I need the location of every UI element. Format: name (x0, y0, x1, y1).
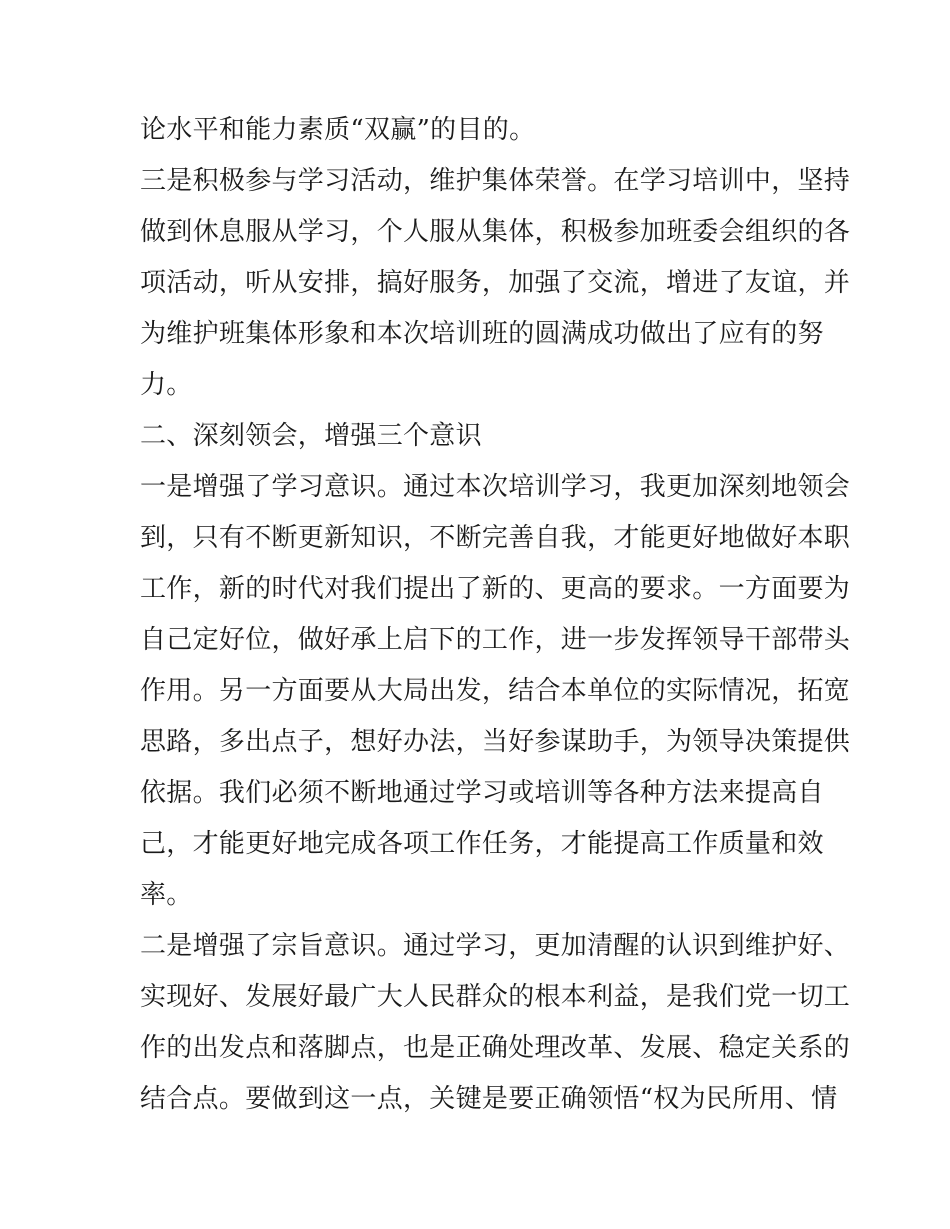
text-line: 结合点。要做到这一点，关键是要正确领悟“权为民所用、情 (140, 1084, 838, 1114)
text-line: 到，只有不断更新知识，不断完善自我，才能更好地做好本职 (140, 523, 851, 553)
text-line: 依据。我们必须不断地通过学习或培训等各种方法来提高自 (140, 778, 824, 808)
section-heading: 二、深刻领会，增强三个意识 (140, 421, 482, 451)
text-line: 力。 (140, 370, 193, 400)
text-line: 率。 (140, 880, 193, 910)
document-body (140, 105, 851, 1125)
text-line: 为维护班集体形象和本次培训班的圆满成功做出了应有的努 (140, 319, 824, 349)
text-line: 作的出发点和落脚点，也是正确处理改革、发展、稳定关系的 (140, 1033, 851, 1063)
text-line: 二是增强了宗旨意识。通过学习，更加清醒的认识到维护好、 (140, 931, 851, 961)
text-line: 工作，新的时代对我们提出了新的、更高的要求。一方面要为 (140, 574, 851, 604)
text-line: 项活动，听从安排，搞好服务，加强了交流，增进了友谊，并 (140, 268, 851, 298)
text-line: 作用。另一方面要从大局出发，结合本单位的实际情况，拓宽 (140, 676, 851, 706)
text-line: 做到休息服从学习，个人服从集体，积极参加班委会组织的各 (140, 217, 851, 247)
text-line: 三是积极参与学习活动，维护集体荣誉。在学习培训中，坚持 (140, 166, 851, 196)
text-line: 己，才能更好地完成各项工作任务，才能提高工作质量和效 (140, 829, 824, 859)
text-line: 思路，多出点子，想好办法，当好参谋助手，为领导决策提供 (140, 727, 851, 757)
text-line: 论水平和能力素质“双赢”的目的。 (140, 115, 536, 145)
text-line: 一是增强了学习意识。通过本次培训学习，我更加深刻地领会 (140, 472, 851, 502)
text-line: 自己定好位，做好承上启下的工作，进一步发挥领导干部带头 (140, 625, 851, 655)
text-line: 实现好、发展好最广大人民群众的根本利益，是我们党一切工 (140, 982, 851, 1012)
